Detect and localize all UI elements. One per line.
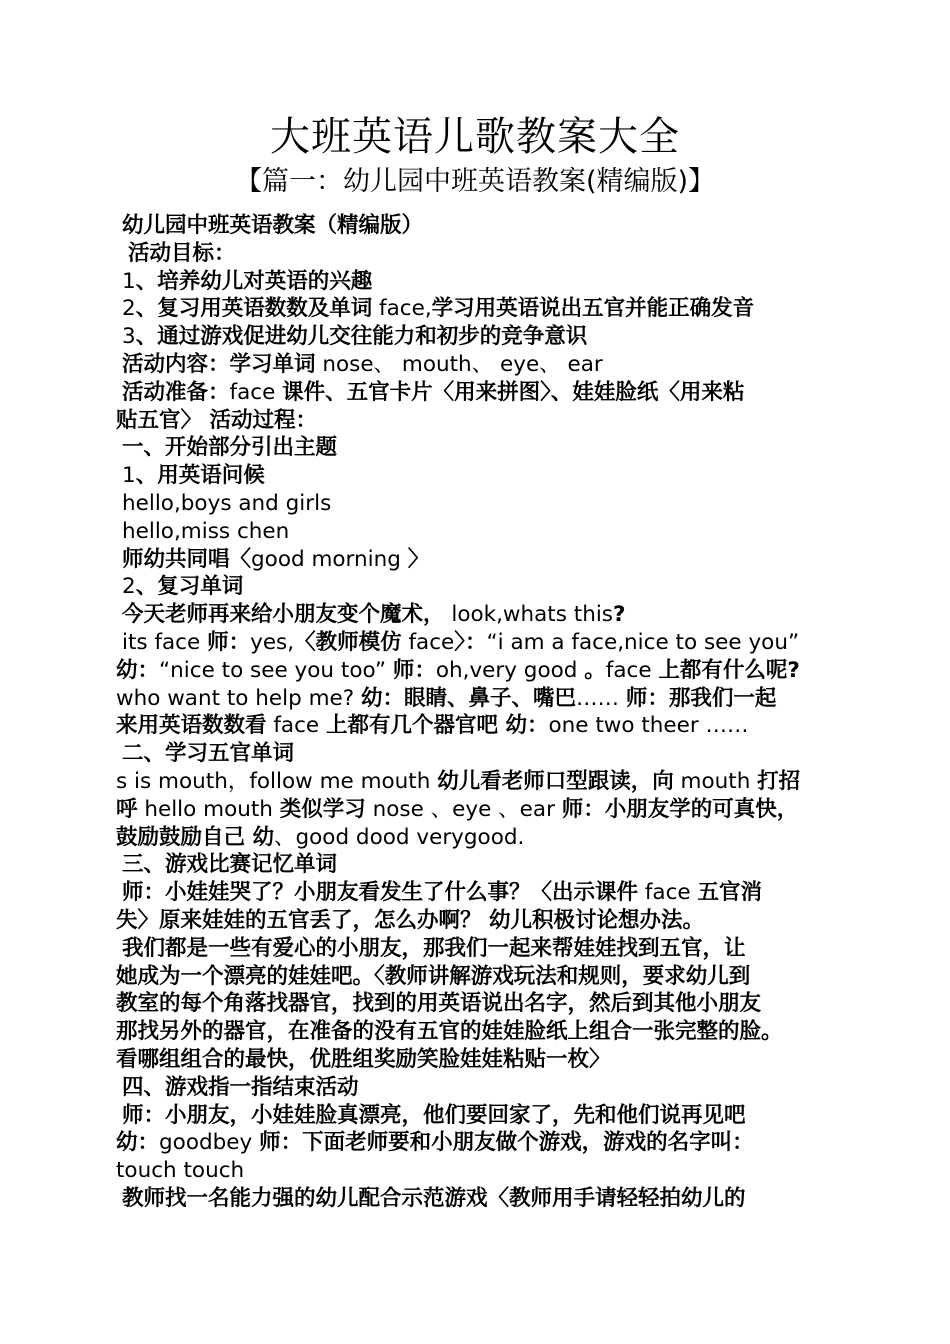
text-line [116,323,836,351]
text-segment: face [229,379,283,405]
text-segment: 〉 [407,546,430,572]
text-line [116,212,836,240]
text-line [116,685,836,713]
text-segment: 2 [122,296,136,322]
text-segment: 、复习用英语数数及单词 [135,296,373,322]
text-segment: who want to help me? [116,685,361,711]
text-segment: 师：小娃娃哭了？小朋友看发生了什么事？〈出示课件 [122,880,639,906]
text-segment: face [638,880,698,906]
text-line [116,768,836,796]
text-line [116,407,836,435]
text-segment: 1 [122,268,136,294]
text-segment: face [401,629,455,655]
text-segment: 1 [122,463,136,489]
text-segment: 幼儿看老师口型跟读，向 [437,768,674,794]
text-segment: oh,very good [435,657,585,683]
text-segment: 我们都是一些有爱心的小朋友，那我们一起来帮娃娃找到五官，让 [122,935,746,961]
text-segment: touch touch [116,1158,245,1184]
text-segment: 失〉原来娃娃的五官丢了，怎么办啊？ 幼儿积极讨论想办法。 [116,907,704,933]
text-line [116,379,836,407]
text-segment: good morning [251,546,408,572]
text-segment: s is mouth，follow me mouth [116,768,438,794]
text-line [116,657,836,685]
text-segment: 、复习单词 [135,574,244,600]
text-segment: 活动内容：学习单词 [122,351,316,377]
text-segment: 2 [122,574,136,600]
text-line [116,824,836,852]
text-segment: “i am a face,nice to see you” [486,629,800,655]
text-segment: 学习用英语说出五官并能正确发音 [431,296,755,322]
document-body [116,212,836,1213]
text-line [116,573,836,601]
text-segment: goodbey [159,1130,260,1156]
text-segment: 师：小朋友，小娃娃脸真漂亮，他们要回家了，先和他们说再见吧 [122,1102,746,1128]
text-segment: 活动目标： [128,240,236,266]
text-line [116,935,836,963]
text-segment: 三、游戏比赛记忆单词 [122,852,338,878]
text-segment: face [605,657,659,683]
text-segment: 幼： [116,1130,160,1156]
text-segment: 看哪组组合的最快，优胜组奖励笑脸娃娃粘贴一枚〉 [116,1046,611,1072]
document-title: 大班英语儿歌教案大全 [270,114,680,160]
text-segment: 今天老师再来给小朋友变个魔术， [122,602,445,628]
text-line [116,1157,836,1185]
text-line [116,1185,836,1213]
text-line [116,629,836,657]
text-segment: 上都有几个器官吧 幼： [325,713,549,739]
text-segment: 师： [392,657,436,683]
text-line [116,990,836,1018]
text-segment: nose 、eye 、ear [365,796,562,822]
text-line [116,907,836,935]
text-segment: 〈教师模仿 [294,629,402,655]
text-segment: 、培养幼儿对英语的兴趣 [135,268,373,294]
text-line [116,1074,836,1102]
text-segment: 来用英语数数看 [116,713,267,739]
text-segment: look,whats this [444,602,613,628]
text-line [116,1018,836,1046]
text-segment: 那找另外的器官，在准备的没有五官的娃娃脸纸上组合一张完整的脸。 [116,1019,783,1045]
text-line [116,351,836,379]
text-line [116,1102,836,1130]
text-segment: 四、游戏指一指结束活动 [122,1074,359,1100]
text-segment: …… [576,685,626,711]
text-segment: hello mouth [137,796,280,822]
text-line [116,434,836,462]
text-segment: face, [372,296,432,322]
text-segment: 师幼共同唱〈 [122,546,252,572]
text-segment: 贴五官〉 活动过程： [116,407,317,433]
text-segment: 〉： [454,629,487,655]
text-line [116,490,836,518]
text-line [116,240,836,268]
text-line [116,963,836,991]
text-segment: 3 [122,324,136,350]
text-line [116,518,836,546]
text-line [116,712,836,740]
text-segment: 呼 [116,796,138,822]
text-segment: one two theer …… [548,713,749,739]
text-segment: hello,miss chen [122,518,290,544]
text-segment: 幼儿园中班英语教案（精编版） [122,213,424,238]
text-segment: 活动准备： [122,379,230,405]
text-segment: yes, [250,629,295,655]
text-line [116,601,836,629]
text-segment: 她成为一个漂亮的娃娃吧。〈教师讲解游戏玩法和规则，要求幼儿到 [116,963,751,989]
text-line [116,1046,836,1074]
text-segment: 、good dood verygood. [274,824,525,850]
text-segment: 师：小朋友学的可真快， [561,796,799,822]
text-segment: “nice to see you too” [159,657,393,683]
text-segment: 类似学习 [279,796,366,822]
text-segment: ? [613,602,626,628]
text-line [116,546,836,574]
text-segment: 幼：眼睛、鼻子、嘴巴 [361,685,577,711]
text-segment: 打招 [757,768,801,794]
text-segment: face [266,713,326,739]
text-segment: 鼓励鼓励自己 幼 [116,824,274,850]
text-segment: hello,boys and girls [122,490,332,516]
text-line [116,268,836,296]
text-line [116,295,836,323]
text-segment: 课件、五官卡片〈用来拼图〉、娃娃脸纸〈用来粘 [282,379,745,405]
text-segment: mouth [673,768,758,794]
text-line [116,462,836,490]
text-segment: 教师找一名能力强的幼儿配合示范游戏〈教师用手请轻轻拍幼儿的 [122,1185,746,1211]
text-line [116,1129,836,1157]
text-line [116,851,836,879]
text-line [116,796,836,824]
text-segment: 、通过游戏促进幼儿交往能力和初步的竞争意识 [135,324,588,350]
text-segment: 教室的每个角落找器官，找到的用英语说出名字，然后到其他小朋友 [116,991,762,1017]
text-segment: 幼： [116,657,160,683]
text-segment: 二、学习五官单词 [122,741,295,767]
text-segment: 上都有什么呢? [658,657,800,683]
text-line [116,740,836,768]
text-segment: 师：那我们一起 [625,685,777,711]
text-segment: 、用英语问候 [135,463,265,489]
text-segment: 五官消 [697,880,762,906]
document-subtitle: 【篇一：幼儿园中班英语教案(精编版)】 [234,166,716,197]
text-segment: nose、 mouth、 eye、 ear [315,351,603,377]
text-segment: 一、开始部分引出主题 [122,435,338,461]
text-segment: its face [122,629,208,655]
text-segment: 。 [584,657,606,683]
text-line [116,879,836,907]
text-segment: 师： [207,629,251,655]
text-segment: 师：下面老师要和小朋友做个游戏，游戏的名字叫： [259,1130,754,1156]
